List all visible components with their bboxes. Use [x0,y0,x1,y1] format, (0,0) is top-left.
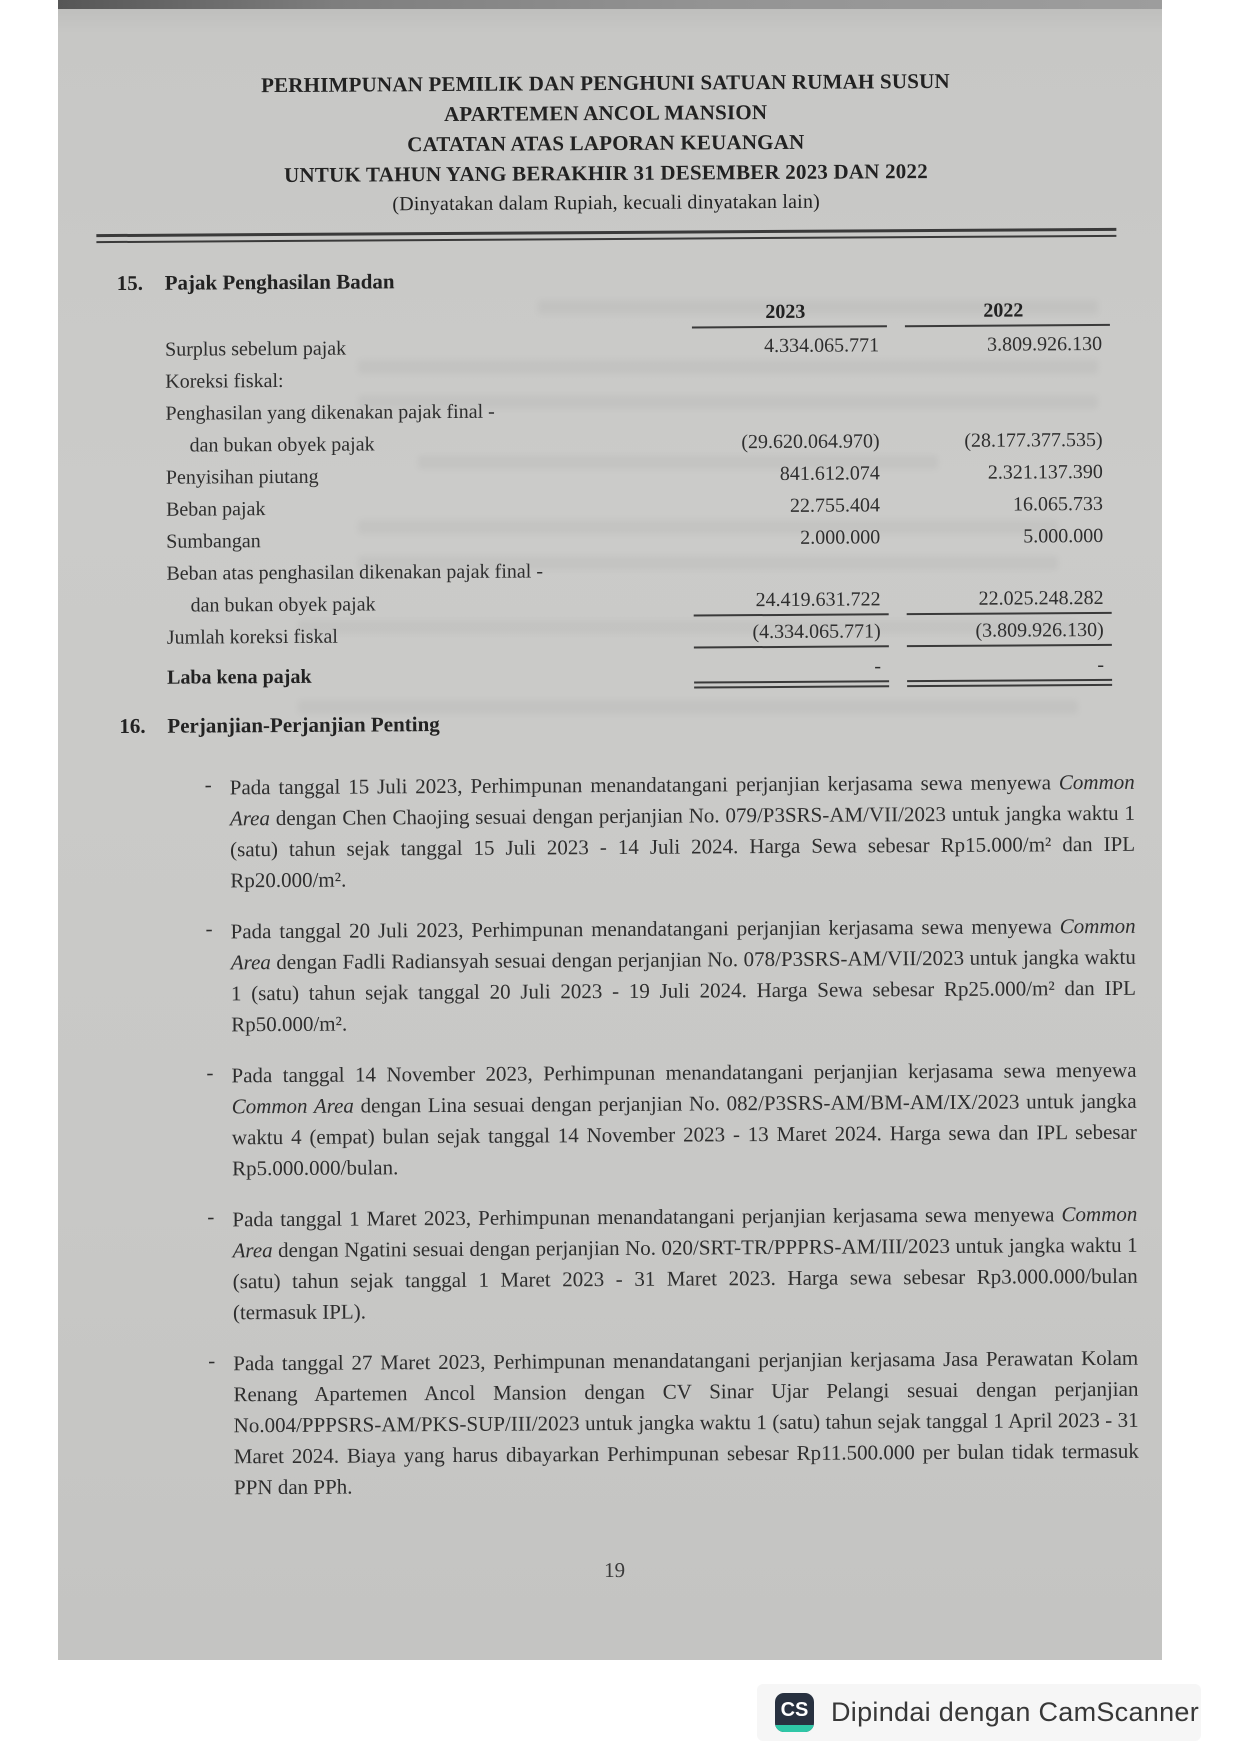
section-number: 15. [116,270,143,296]
row-label: Surplus sebelum pajak [164,337,347,361]
column-header-2023: 2023 [692,300,887,328]
agreement-item [206,1055,1137,1185]
row-label: Sumbangan [166,530,261,553]
row-label: Penyisihan piutang [165,465,319,489]
agreement-item [207,1199,1138,1329]
header-line-building: APARTEMEN ANCOL MANSION [443,100,768,127]
table-row-subtotal [167,614,1112,652]
header-divider [96,228,1116,243]
text-segment: Pada tanggal 14 November 2023, Perhimpunan menandatangani perjanjian kerjasama sewa menyewa [231,1057,1137,1088]
text-segment-italic: Common Area [232,1201,1138,1263]
agreement-text [230,767,1136,897]
header-line-period: UNTUK TAHUN YANG BERAKHIR 31 DESEMBER 2023 DAN 2022 [284,159,928,187]
value-2022: 22.025.248.282 [907,587,1112,615]
agreement-item [208,1343,1139,1504]
value-2022: 3.809.926.130 [986,332,1103,356]
text-segment: Pada tanggal 1 Maret 2023, Perhimpunan menandatangani perjanjian kerjasama sewa menyewa [232,1202,1062,1232]
value-2023: (4.334.065.771) [694,620,889,648]
agreement-item [206,911,1137,1041]
camscanner-label: Dipindai dengan CamScanner [831,1697,1200,1727]
value-2022: (28.177.377.535) [964,428,1103,452]
value-2023: 2.000.000 [800,526,881,549]
value-2023: - [694,655,889,688]
bullet-marker: - [208,1348,216,1373]
value-2023: 24.419.631.722 [694,588,889,616]
row-label: Beban atas penghasilan dikenakan pajak final - [166,560,544,585]
header-line-organization: PERHIMPUNAN PEMILIK DAN PENGHUNI SATUAN RUMAH SUSUN [260,68,950,98]
value-2022: 16.065.733 [1012,492,1104,516]
text-segment: Pada tanggal 15 Juli 2023, Perhimpunan menandatangani perjanjian kerjasama sewa menyewa [229,770,1059,800]
row-label: dan bukan obyek pajak [190,593,376,617]
row-label: dan bukan obyek pajak [189,433,375,457]
bullet-marker: - [204,772,212,797]
row-label: Koreksi fiskal: [165,369,284,393]
tax-table [165,294,1112,692]
text-segment: dengan Ngatini sesuai dengan perjanjian No. 020/SRT-TR/PPPRS-AM/III/2023 untuk jangka waktu 1 (satu) tahun sejak tanggal 1 Maret 2023 - 31 Maret 2023. Harga sewa sebesar Rp3.000.000/bulan (termasuk IPL). [232,1232,1138,1325]
text-segment-italic: Common Area [230,913,1136,975]
document-header [58,0,1158,221]
section-title: Pajak Penghasilan Badan [164,269,395,295]
table-row [165,326,1110,364]
value-2022: 2.321.137.390 [987,460,1103,484]
agreements-list [205,767,1139,1504]
table-row [165,358,1110,396]
table-row [166,518,1111,556]
camscanner-badge [757,1684,1201,1741]
text-segment: Pada tanggal 20 Juli 2023, Perhimpunan menandatangani perjanjian kerjasama sewa menyewa [230,914,1060,944]
agreement-text [232,1199,1138,1329]
table-row [166,422,1111,460]
text-segment: dengan Fadli Radiansyah sesuai dengan perjanjian No. 078/P3SRS-AM/VII/2023 untuk jangka waktu 1 (satu) tahun sejak tanggal 20 Juli 2023 - 19 Juli 2024. Harga Sewa sebesar Rp25.000/m² dan IPL Rp50.000/m². [230,944,1137,1037]
column-header-2022: 2022 [905,299,1110,327]
value-2023: (29.620.064.970) [741,430,880,454]
header-line-report-title: CATATAN ATAS LAPORAN KEUANGAN [407,129,805,157]
value-2023: 841.612.074 [779,462,880,485]
text-segment-italic: Common Area [231,1093,354,1119]
row-label: Penghasilan yang dikenakan pajak final - [165,400,495,425]
agreement-text [233,1343,1139,1504]
value-2023: 22.755.404 [789,494,881,517]
table-row [165,390,1110,428]
table-row [166,486,1111,524]
bullet-marker: - [206,1060,214,1085]
section-15-heading [117,265,1159,296]
table-row-total [167,654,1112,692]
section-title: Perjanjian-Perjanjian Penting [167,712,440,738]
row-label: Laba kena pajak [166,665,312,689]
scanned-page [58,0,1162,1660]
agreement-text [231,1055,1137,1185]
table-row [166,454,1111,492]
bullet-marker: - [207,1204,215,1229]
camscanner-icon: CS [775,1693,814,1732]
agreement-text [231,911,1137,1041]
table-header-row [165,294,1110,332]
value-2023: 4.334.065.771 [763,334,880,358]
bullet-marker: - [205,916,213,941]
header-line-currency-note: (Dinyatakan dalam Rupiah, kecuali dinyatakan lain) [392,190,821,216]
table-row [166,550,1111,588]
value-2022: - [907,654,1112,687]
page-number: 19 [603,1557,626,1583]
row-label: Jumlah koreksi fiskal [166,625,338,649]
row-label: Beban pajak [165,498,266,521]
text-segment-italic: Common Area [229,769,1135,831]
value-2022: (3.809.926.130) [907,619,1112,647]
table-row [167,582,1112,620]
text-segment: dengan Chen Chaojing sesuai dengan perjanjian No. 079/P3SRS-AM/VII/2023 untuk jangka waktu 1 (satu) tahun sejak tanggal 15 Juli 2023 - 14 Juli 2024. Harga Sewa sebesar Rp15.000/m² dan IPL Rp20.000/m². [230,800,1136,893]
section-16-heading [119,708,1161,739]
section-number: 16. [119,713,146,738]
page-content [58,0,1162,1660]
text-segment: Pada tanggal 27 Maret 2023, Perhimpunan menandatangani perjanjian kerjasama Jasa Perawatan Kolam Renang Apartemen Ancol Mansion dengan CV Sinar Ujar Pelangi sesuai dengan perjanjian No.004/PPPSRS-AM/PKS-SUP/III/2023 untuk jangka waktu 1 (satu) tahun sejak tanggal 1 April 2023 - 31 Maret 2024. Biaya yang harus dibayarkan Perhimpunan sebesar Rp11.500.000 per bulan tidak termasuk PPN dan PPh. [233,1345,1139,1500]
agreement-item [205,767,1136,897]
text-segment: dengan Lina sesuai dengan perjanjian No. 082/P3SRS-AM/BM-AM/IX/2023 untuk jangka waktu 4 (empat) bulan sejak tanggal 14 November 2023 - 13 Maret 2024. Harga sewa dan IPL sebesar Rp5.000.000/bulan. [231,1088,1137,1181]
value-2022: 5.000.000 [1023,524,1104,548]
